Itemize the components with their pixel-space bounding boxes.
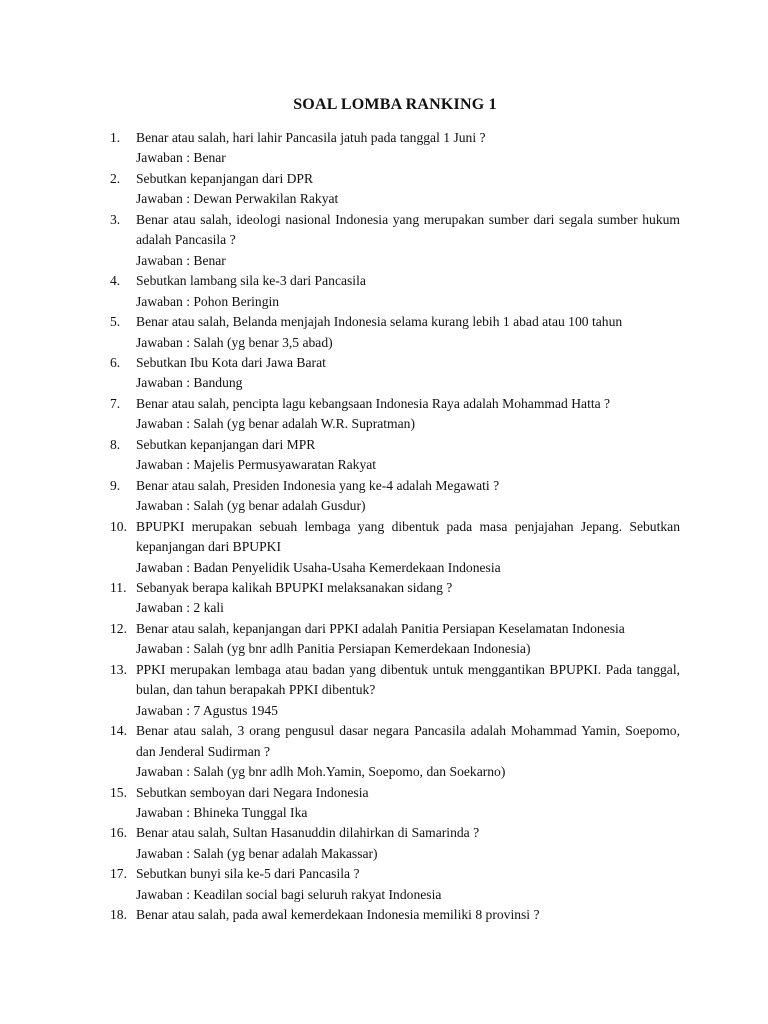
question-text: Benar atau salah, ideologi nasional Indonesia yang merupakan sumber dari segala sumber hukum adalah Pancasila ?: [136, 211, 680, 248]
question-text: Benar atau salah, 3 orang pengusul dasar negara Pancasila adalah Mohammad Yamin, Soepomo, dan Jenderal Sudirman ?: [136, 723, 680, 759]
question-item: [110, 312, 680, 353]
question-number: 11.: [110, 579, 127, 595]
question-list: [110, 128, 680, 926]
question-text: BPUPKI merupakan sebuah lembaga yang dibentuk pada masa penjajahan Jepang. Sebutkan kepanjangan dari BPUPKI: [136, 518, 680, 555]
question-number: 13.: [110, 661, 127, 677]
answer-text: Jawaban : Benar: [136, 150, 226, 166]
question-text: Sebutkan kepanjangan dari MPR: [136, 436, 316, 452]
question-number: 6.: [110, 354, 121, 370]
question-text: Benar atau salah, Sultan Hasanuddin dilahirkan di Samarinda ?: [136, 825, 480, 841]
answer-text: Jawaban : Dewan Perwakilan Rakyat: [136, 191, 339, 207]
answer-text: Jawaban : Benar: [136, 252, 226, 268]
question-number: 1.: [110, 130, 121, 145]
question-number: 14.: [110, 723, 127, 739]
question-item: [110, 394, 680, 435]
answer-text: Jawaban : Salah (yg bnr adlh Panitia Persiapan Kemerdekaan Indonesia): [136, 641, 531, 657]
question-number: 17.: [110, 866, 127, 882]
question-item: [110, 823, 680, 864]
question-text: Benar atau salah, pada awal kemerdekaan Indonesia memiliki 8 provinsi ?: [136, 907, 540, 923]
question-item: [110, 435, 680, 476]
answer-text: Jawaban : Badan Penyelidik Usaha-Usaha Kemerdekaan Indonesia: [136, 559, 501, 575]
answer-text: Jawaban : 7 Agustus 1945: [136, 702, 278, 718]
answer-text: Jawaban : Majelis Permusyawaratan Rakyat: [136, 457, 377, 473]
question-item: [110, 619, 680, 660]
answer-text: Jawaban : Salah (yg benar adalah Gusdur): [136, 498, 366, 514]
question-number: 7.: [110, 395, 121, 411]
question-text: Benar atau salah, kepanjangan dari PPKI adalah Panitia Persiapan Keselamatan Indonesia: [136, 620, 625, 636]
question-number: 5.: [110, 314, 121, 330]
question-item: [110, 721, 680, 782]
answer-text: Jawaban : Salah (yg benar adalah Makassar): [136, 845, 378, 861]
question-number: 10.: [110, 518, 127, 534]
answer-text: Jawaban : 2 kali: [136, 600, 224, 616]
question-item: [110, 905, 680, 925]
question-text: Sebutkan semboyan dari Negara Indonesia: [136, 784, 369, 800]
answer-text: Jawaban : Pohon Beringin: [136, 293, 280, 309]
question-number: 16.: [110, 825, 127, 841]
question-item: [110, 128, 680, 169]
question-text: Benar atau salah, hari lahir Pancasila jatuh pada tanggal 1 Juni ?: [136, 130, 486, 145]
question-item: [110, 517, 680, 578]
question-number: 3.: [110, 211, 121, 227]
question-number: 12.: [110, 620, 127, 636]
page-title: SOAL LOMBA RANKING 1: [293, 96, 497, 113]
question-text: Sebutkan lambang sila ke-3 dari Pancasila: [136, 273, 366, 289]
answer-text: Jawaban : Salah (yg benar 3,5 abad): [136, 334, 333, 350]
question-text: Benar atau salah, Belanda menjajah Indonesia selama kurang lebih 1 abad atau 100 tahun: [136, 314, 623, 330]
question-item: [110, 169, 680, 210]
question-number: 9.: [110, 477, 121, 493]
question-number: 4.: [110, 273, 121, 289]
question-item: [110, 210, 680, 271]
question-item: [110, 578, 680, 619]
question-item: [110, 783, 680, 824]
question-text: PPKI merupakan lembaga atau badan yang dibentuk untuk menggantikan BPUPKI. Pada tanggal, bulan, dan tahun berapakah PPKI dibentuk?: [136, 661, 680, 698]
question-item: [110, 353, 680, 394]
question-item: [110, 864, 680, 905]
question-number: 8.: [110, 436, 121, 452]
answer-text: Jawaban : Bandung: [136, 375, 243, 391]
question-number: 18.: [110, 907, 127, 923]
answer-text: Jawaban : Keadilan social bagi seluruh rakyat Indonesia: [136, 886, 442, 902]
question-text: Benar atau salah, pencipta lagu kebangsaan Indonesia Raya adalah Mohammad Hatta ?: [136, 395, 611, 411]
answer-text: Jawaban : Salah (yg benar adalah W.R. Supratman): [136, 416, 415, 432]
question-number: 15.: [110, 784, 127, 800]
question-text: Sebutkan kepanjangan dari DPR: [136, 170, 314, 186]
question-text: Sebanyak berapa kalikah BPUPKI melaksanakan sidang ?: [136, 579, 453, 595]
answer-text: Jawaban : Salah (yg bnr adlh Moh.Yamin, Soepomo, dan Soekarno): [136, 764, 506, 780]
question-item: [110, 271, 680, 312]
question-text: Sebutkan Ibu Kota dari Jawa Barat: [136, 354, 326, 370]
question-text: Sebutkan bunyi sila ke-5 dari Pancasila ?: [136, 866, 360, 882]
question-number: 2.: [110, 170, 121, 186]
question-item: [110, 476, 680, 517]
answer-text: Jawaban : Bhineka Tunggal Ika: [136, 804, 308, 820]
question-text: Benar atau salah, Presiden Indonesia yang ke-4 adalah Megawati ?: [136, 477, 500, 493]
question-item: [110, 660, 680, 721]
